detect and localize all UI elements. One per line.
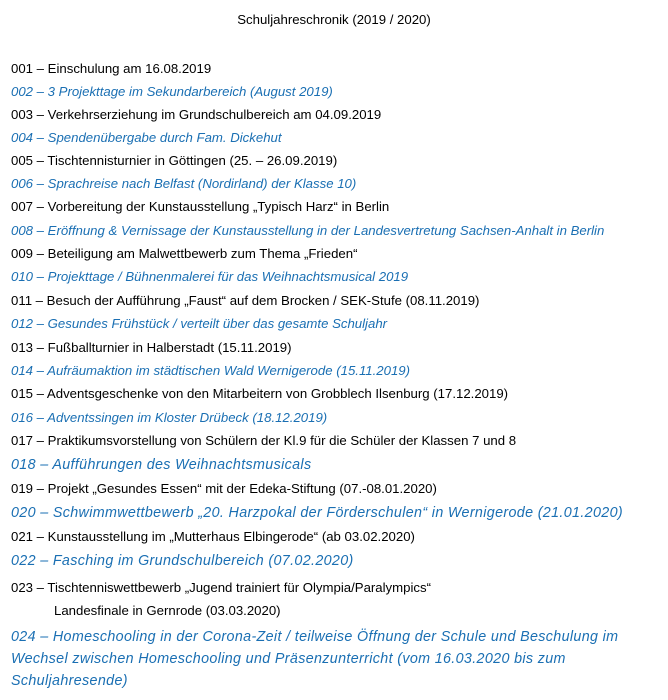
entry-line: 011 – Besuch der Aufführung „Faust“ auf dem Brocken / SEK-Stufe (08.11.2019)	[11, 293, 480, 308]
entry-line: 024 – Homeschooling in der Corona-Zeit / teilweise Öffnung der Schule und Beschulung im	[11, 629, 619, 645]
chronicle-entry	[11, 106, 381, 123]
chronicle-entry	[11, 175, 356, 192]
chronicle-entry	[11, 456, 311, 474]
entry-line: Schuljahresende)	[11, 673, 128, 689]
entry-line: 021 – Kunstausstellung im „Mutterhaus Elbingerode“ (ab 03.02.2020)	[11, 529, 415, 544]
entry-line: 013 – Fußballturnier in Halberstadt (15.11.2019)	[11, 340, 292, 355]
chronicle-entry	[11, 339, 292, 356]
entry-line: 018 – Aufführungen des Weihnachtsmusicals	[11, 457, 312, 473]
entry-line: Wechsel zwischen Homeschooling und Präsenzunterricht (vom 16.03.2020 bis zum	[11, 651, 566, 667]
chronicle-entry	[11, 222, 604, 239]
chronicle-entry	[11, 576, 431, 622]
entry-line: 016 – Adventssingen im Kloster Drübeck (18.12.2019)	[11, 410, 328, 425]
chronicle-entry	[11, 315, 387, 332]
entry-line: 002 – 3 Projekttage im Sekundarbereich (August 2019)	[11, 84, 333, 99]
entry-line: 019 – Projekt „Gesundes Essen“ mit der Edeka-Stiftung (07.-08.01.2020)	[11, 481, 437, 496]
chronicle-entry	[11, 129, 282, 146]
chronicle-entry	[11, 528, 415, 545]
entry-line: 017 – Praktikumsvorstellung von Schülern der Kl.9 für die Schüler der Klassen 7 und 8	[11, 433, 517, 448]
chronicle-entry	[11, 245, 357, 262]
chronicle-entry	[11, 152, 337, 169]
chronicle-entry	[11, 292, 479, 309]
entry-line: 020 – Schwimmwettbewerb „20. Harzpokal der Förderschulen“ in Wernigerode (21.01.2020)	[11, 505, 623, 521]
entry-line: 012 – Gesundes Frühstück / verteilt über das gesamte Schuljahr	[11, 316, 388, 331]
entry-line: 010 – Projekttage / Bühnenmalerei für das Weihnachtsmusical 2019	[11, 269, 409, 284]
chronicle-entry	[11, 480, 437, 497]
chronicle-entry	[11, 552, 354, 570]
entry-line: 014 – Aufräumaktion im städtischen Wald Wernigerode (15.11.2019)	[11, 363, 411, 378]
chronicle-entry	[11, 60, 211, 77]
chronicle-entry	[11, 362, 410, 379]
chronicle-entry	[11, 432, 516, 449]
entry-line: Landesfinale in Gernrode (03.03.2020)	[54, 603, 281, 618]
entry-line: 001 – Einschulung am 16.08.2019	[11, 61, 212, 76]
entry-line: 004 – Spendenübergabe durch Fam. Dickehut	[11, 130, 282, 145]
entry-line: 022 – Fasching im Grundschulbereich (07.02.2020)	[11, 553, 354, 569]
chronicle-entry	[11, 504, 623, 522]
entry-line: 023 – Tischtenniswettbewerb „Jugend trainiert für Olympia/Paralympics“	[11, 580, 431, 595]
chronicle-entry	[11, 385, 508, 402]
entry-line: 006 – Sprachreise nach Belfast (Nordirland) der Klasse 10)	[11, 176, 357, 191]
page-title: Schuljahreschronik (2019 / 2020)	[237, 12, 431, 27]
entry-line: 005 – Tischtennisturnier in Göttingen (25. – 26.09.2019)	[11, 153, 338, 168]
chronicle-entry	[11, 268, 408, 285]
entry-line: 007 – Vorbereitung der Kunstausstellung „Typisch Harz“ in Berlin	[11, 199, 390, 214]
chronicle-entry	[11, 409, 327, 426]
entry-line: 008 – Eröffnung & Vernissage der Kunstausstellung in der Landesvertretung Sachsen-Anhalt in Berlin	[11, 223, 605, 238]
chronicle-entry	[11, 626, 618, 692]
entry-line: 009 – Beteiligung am Malwettbewerb zum Thema „Frieden“	[11, 246, 358, 261]
chronicle-entry	[11, 198, 389, 215]
entry-line: 003 – Verkehrserziehung im Grundschulbereich am 04.09.2019	[11, 107, 382, 122]
entry-line: 015 – Adventsgeschenke von den Mitarbeitern von Grobblech Ilsenburg (17.12.2019)	[11, 386, 509, 401]
chronicle-entry	[11, 83, 333, 100]
